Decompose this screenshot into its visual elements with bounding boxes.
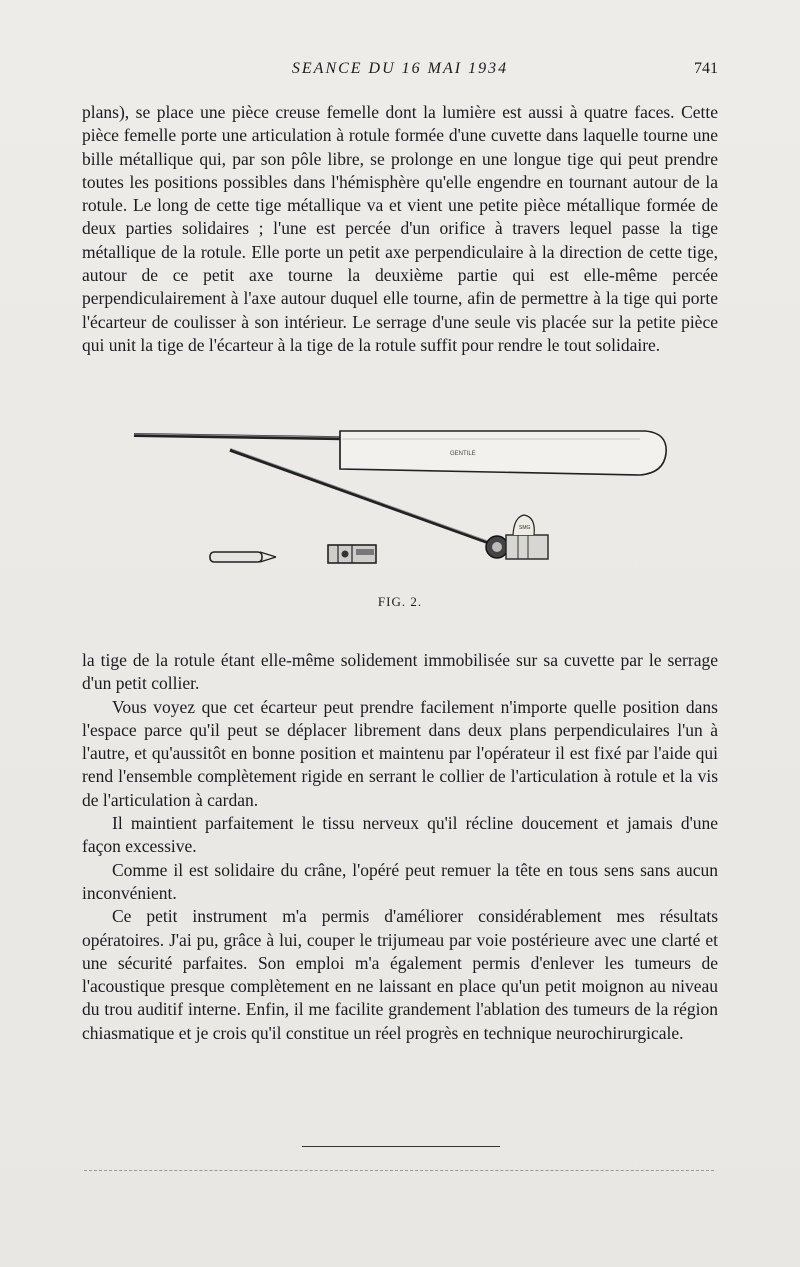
paragraph: Vous voyez que cet écarteur peut prendre facilement n'importe quelle position dans l'espace parce qu'il peut se déplacer librement dans deux plans perpendiculaires l'un à l'autre, et qu'aussitôt en bonne position et maintenu par l'opérateur il est fixé par l'aide qui rend l'ensemble complètement rigide en serrant le collier de l'articulation à rotule et la vis de l'articulation à cardan.	[82, 696, 718, 810]
paragraph: Ce petit instrument m'a permis d'améliorer considérablement mes résultats opératoires. J'ai pu, grâce à lui, couper le trijumeau par voie postérieure avec une clarté et une sécurité parfaites. Son emploi m'a également permis d'enlever les tumeurs de l'acoustique presque complètement en ne laissant en place qu'un petit moignon au niveau du trou auditif interne. Enfin, il me facilite grandement l'ablation des tumeurs de la région chiasmatique et je crois qu'il constitue un réel progrès en technique neurochirurgicale.	[82, 906, 718, 1043]
paragraph: Il maintient parfaitement le tissu nerveux qu'il récline doucement et jamais d'une façon excessive.	[82, 813, 718, 857]
paragraph: la tige de la rotule étant elle-même solidement immobilisée sur sa cuvette par le serrage d'un petit collier.	[82, 650, 718, 694]
paragraph: plans), se place une pièce creuse femelle dont la lumière est aussi à quatre faces. Cette pièce femelle porte une articulation à rotule formée d'une cuvette dans laquelle tourne une bille métallique qui, par son pôle libre, se prolonge en une longue tige qui peut prendre toutes les positions possibles dans l'hémisphère qu'elle engendre en tournant autour de la rotule. Le long de cette tige métallique va et vient une petite pièce métallique formée de deux parties solidaires ; l'une est percée d'un orifice à travers lequel passe la tige métallique de la rotule. Elle porte un petit axe perpendiculaire à la direction de cette tige, autour de ce petit axe tourne la deuxième partie qui est elle-même percée perpendiculairement à l'axe autour duquel elle tourne, afin de permettre à la tige qui porte l'écarteur de coulisser à son intérieur. Le serrage d'une seule vis placée sur la petite pièce qui unit la tige de l'écarteur à la tige de la rotule suffit pour rendre le tout solidaire.	[82, 102, 718, 355]
figure-caption: FIG. 2.	[377, 594, 423, 609]
paragraph: Comme il est solidaire du crâne, l'opéré peut remuer la tête en tous sens sans aucun inconvénient.	[82, 859, 718, 903]
pin-piece	[210, 552, 276, 562]
ball-joint-assembly	[486, 515, 548, 559]
running-head	[82, 60, 718, 82]
retractor-rod-and-blade	[134, 431, 666, 475]
clamp-piece	[328, 545, 376, 563]
figure-instrument-illustration	[120, 425, 680, 595]
trim-line	[84, 1170, 714, 1171]
body-text-bottom	[82, 649, 718, 1045]
instrument-drawing	[120, 425, 680, 595]
body-text-top	[82, 101, 718, 357]
end-rule-divider	[302, 1146, 500, 1147]
page-number: 741	[694, 60, 718, 77]
running-title: SEANCE DU 16 MAI 1934	[291, 60, 509, 77]
engraved-label: GENTILE	[450, 451, 476, 457]
svg-text:SMG: SMG	[519, 525, 531, 531]
